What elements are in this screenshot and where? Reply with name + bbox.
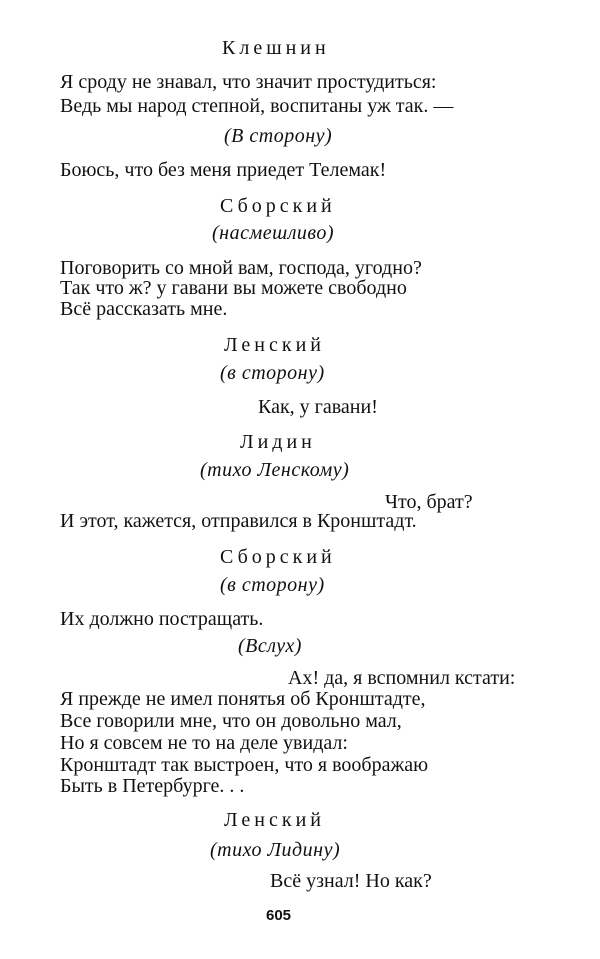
verse-line: Я сроду не знавал, что значит простудиться: [60, 71, 437, 93]
verse-line: Все говорили мне, что он довольно мал, [60, 710, 402, 732]
stage-direction: (В сторону) [224, 125, 333, 147]
stage-direction: (в сторону) [220, 362, 325, 384]
verse-line: Их должно постращать. [60, 608, 264, 630]
verse-line: Так что ж? у гавани вы можете свободно [60, 277, 407, 299]
verse-line: Боюсь, что без меня приедет Телемак! [60, 159, 387, 181]
stage-direction: (Вслух) [238, 635, 302, 657]
verse-line: Поговорить со мной вам, господа, угодно? [60, 257, 422, 279]
verse-line: Ах! да, я вспомнил кстати: [288, 667, 516, 689]
speaker-name: Лидин [240, 431, 316, 453]
speaker-name: Ленский [224, 809, 326, 831]
verse-line: Кронштадт так выстроен, что я воображаю [60, 754, 429, 776]
verse-line: Я прежде не имел понятья об Кронштадте, [60, 688, 426, 710]
verse-line: Быть в Петербурге. . . [60, 775, 245, 797]
verse-line: Всё рассказать мне. [60, 298, 228, 320]
verse-line: И этот, кажется, отправился в Кронштадт. [60, 510, 417, 532]
stage-direction: (насмешливо) [212, 222, 334, 244]
verse-line: Как, у гавани! [258, 396, 378, 418]
speaker-name: Клешнин [222, 37, 330, 59]
stage-direction: (в сторону) [220, 574, 325, 596]
stage-direction: (тихо Ленскому) [200, 459, 350, 481]
stage-direction: (тихо Лидину) [210, 839, 341, 861]
page-number: 605 [266, 907, 292, 924]
verse-line: Ведь мы народ степной, воспитаны уж так. — [60, 95, 454, 117]
speaker-name: Сборский [220, 195, 336, 217]
speaker-name: Сборский [220, 546, 336, 568]
verse-line: Но я совсем не то на деле увидал: [60, 732, 348, 754]
verse-line: Всё узнал! Но как? [270, 870, 432, 892]
verse-line: Что, брат? [385, 491, 473, 513]
speaker-name: Ленский [224, 334, 326, 356]
